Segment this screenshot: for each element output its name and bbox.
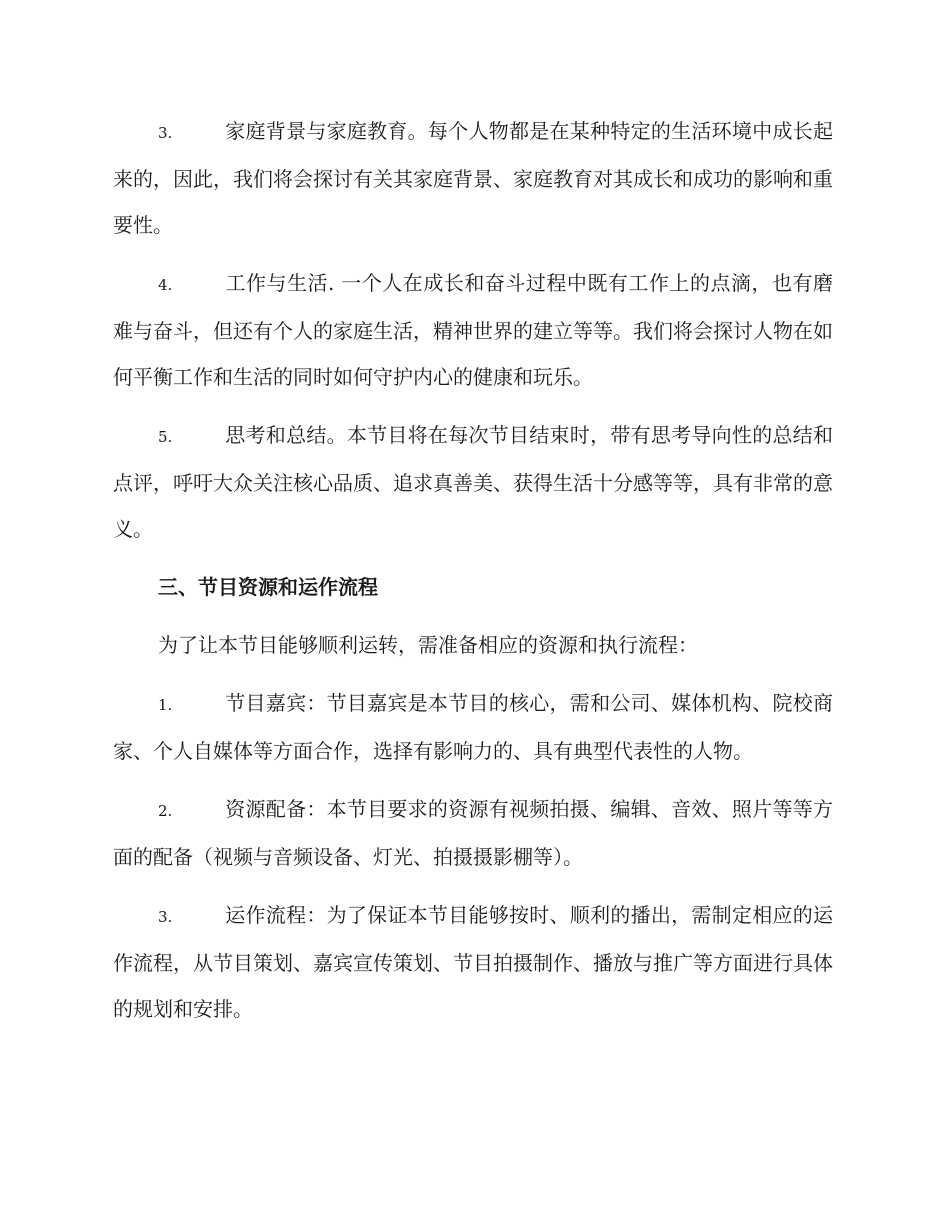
list-number: 5. — [158, 428, 173, 446]
list-item-3 — [113, 108, 833, 248]
resource-item-1 — [113, 680, 833, 774]
list-number: 1. — [158, 696, 173, 714]
document-page — [113, 108, 833, 1044]
list-number: 3. — [158, 124, 173, 142]
list-number: 2. — [158, 802, 173, 820]
resource-item-2 — [113, 786, 833, 880]
section-intro: 为了让本节目能够顺利运转，需准备相应的资源和执行流程： — [158, 633, 698, 657]
list-item-5 — [113, 412, 833, 552]
list-number: 4. — [158, 276, 173, 294]
list-item-text: 工作与生活. 一个人在成长和奋斗过程中既有工作上的点滴，也有磨难与奋斗，但还有个人的家庭生活，精神世界的建立等等。我们将会探讨人物在如何平衡工作和生活的同时如何守护内心的健康和玩乐。 — [113, 271, 833, 389]
list-item-text: 资源配备：本节目要求的资源有视频拍摄、编辑、音效、照片等等方面的配备（视频与音频设备、灯光、拍摄摄影棚等）。 — [113, 797, 833, 869]
list-number: 3. — [158, 908, 173, 926]
list-item-text: 思考和总结。本节目将在每次节目结束时，带有思考导向性的总结和点评，呼吁大众关注核心品质、追求真善美、获得生活十分感等等，具有非常的意义。 — [113, 423, 833, 541]
section-heading: 三、节目资源和运作流程 — [158, 575, 378, 599]
list-item-4 — [113, 260, 833, 400]
list-item-text: 家庭背景与家庭教育。每个人物都是在某种特定的生活环境中成长起来的，因此，我们将会探讨有关其家庭背景、家庭教育对其成长和成功的影响和重要性。 — [113, 119, 833, 237]
resource-item-3 — [113, 892, 833, 1032]
list-item-text: 节目嘉宾：节目嘉宾是本节目的核心，需和公司、媒体机构、院校商家、个人自媒体等方面合作，选择有影响力的、具有典型代表性的人物。 — [113, 691, 833, 763]
list-item-text: 运作流程：为了保证本节目能够按时、顺利的播出，需制定相应的运作流程，从节目策划、嘉宾宣传策划、节目拍摄制作、播放与推广等方面进行具体的规划和安排。 — [113, 903, 833, 1021]
